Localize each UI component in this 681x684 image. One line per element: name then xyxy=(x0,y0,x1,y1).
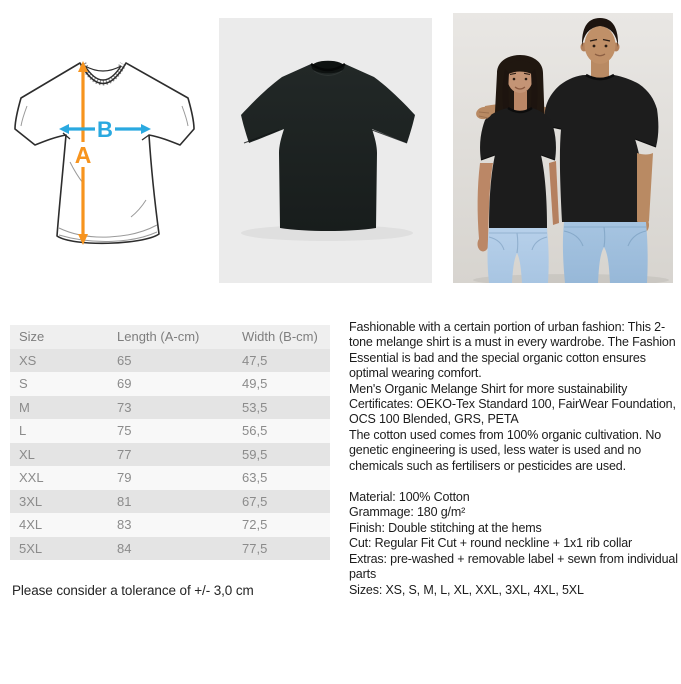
spec-line: Material: 100% Cotton xyxy=(349,490,470,505)
table-cell: 75 xyxy=(117,423,132,439)
table-cell: 83 xyxy=(117,517,132,533)
table-row xyxy=(10,443,330,467)
woman-neck xyxy=(514,91,527,111)
spec-line: Cut: Regular Fit Cut + round neckline + 1x1 rib collar xyxy=(349,536,633,551)
table-cell: 72,5 xyxy=(242,517,268,533)
description-intro: Fashionable with a certain portion of urban fashion: This 2-tone melange shirt is a must in every wardrobe. The Fashion Essential is bad and the special organic cotton ensures optimal wearing comfort. xyxy=(349,320,676,381)
table-row xyxy=(10,396,330,420)
table-cell: 53,5 xyxy=(242,399,268,415)
table-cell: 56,5 xyxy=(242,423,268,439)
table-cell: 77,5 xyxy=(242,540,268,556)
man-face xyxy=(585,26,616,64)
table-cell: 73 xyxy=(117,399,132,415)
tshirt-outline xyxy=(15,63,194,243)
table-cell: 65 xyxy=(117,352,132,368)
product-photo-models xyxy=(453,13,673,283)
table-cell: S xyxy=(19,376,28,392)
table-cell: 63,5 xyxy=(242,470,268,486)
table-row xyxy=(10,372,330,396)
table-cell: M xyxy=(19,399,30,415)
spec-line: Grammage: 180 g/m² xyxy=(349,505,466,520)
table-cell: 79 xyxy=(117,470,132,486)
size-table-header-row xyxy=(10,325,330,349)
size-diagram xyxy=(13,54,196,250)
models-graphic xyxy=(453,13,673,283)
column-header-length: Length (A-cm) xyxy=(117,329,200,345)
table-cell: 84 xyxy=(117,540,132,556)
table-row xyxy=(10,537,330,561)
product-description xyxy=(349,320,679,598)
table-row xyxy=(10,419,330,443)
woman-hand xyxy=(478,237,489,252)
table-cell: XS xyxy=(19,352,37,368)
table-cell: XXL xyxy=(19,470,44,486)
tolerance-note: Please consider a tolerance of +/- 3,0 cm xyxy=(12,583,254,598)
table-row xyxy=(10,513,330,537)
table-cell: 49,5 xyxy=(242,376,268,392)
table-row xyxy=(10,490,330,514)
description-subtitle: Men's Organic Melange Shirt for more sustainability xyxy=(349,381,628,396)
table-cell: 77 xyxy=(117,446,132,462)
size-table-body xyxy=(10,349,330,561)
table-cell: 47,5 xyxy=(242,352,268,368)
specs-list xyxy=(349,490,679,598)
spec-line: Sizes: XS, S, M, L, XL, XXL, 3XL, 4XL, 5XL xyxy=(349,582,584,597)
flat-shirt-graphic xyxy=(219,18,432,283)
table-cell: XL xyxy=(19,446,35,462)
table-cell: 59,5 xyxy=(242,446,268,462)
table-cell: 69 xyxy=(117,376,132,392)
measurement-label-b: B xyxy=(97,117,113,142)
table-cell: 81 xyxy=(117,493,132,509)
size-table xyxy=(10,325,330,560)
measurement-label-a: A xyxy=(74,142,92,168)
table-cell: L xyxy=(19,423,27,439)
spec-line: Extras: pre-washed + removable label + sewn from individual parts xyxy=(349,551,678,582)
table-cell: 5XL xyxy=(19,540,43,556)
description-cotton: The cotton used comes from 100% organic cultivation. No genetic engineering is used, less water is used and no chemicals such as fertilisers or pesticides are used. xyxy=(349,427,662,473)
spec-line: Finish: Double stitching at the hems xyxy=(349,520,542,535)
table-row xyxy=(10,466,330,490)
column-header-size: Size xyxy=(19,329,45,345)
tshirt-measurement-illustration xyxy=(13,54,196,250)
table-cell: 3XL xyxy=(19,493,43,509)
table-cell: 4XL xyxy=(19,517,43,533)
column-header-width: Width (B-cm) xyxy=(242,329,318,345)
table-cell: 67,5 xyxy=(242,493,268,509)
product-photo-flat xyxy=(219,18,432,283)
table-row xyxy=(10,349,330,373)
description-certificates: Certificates: OEKO-Tex Standard 100, FairWear Foundation, OCS 100 Blended, GRS, PETA xyxy=(349,397,676,427)
